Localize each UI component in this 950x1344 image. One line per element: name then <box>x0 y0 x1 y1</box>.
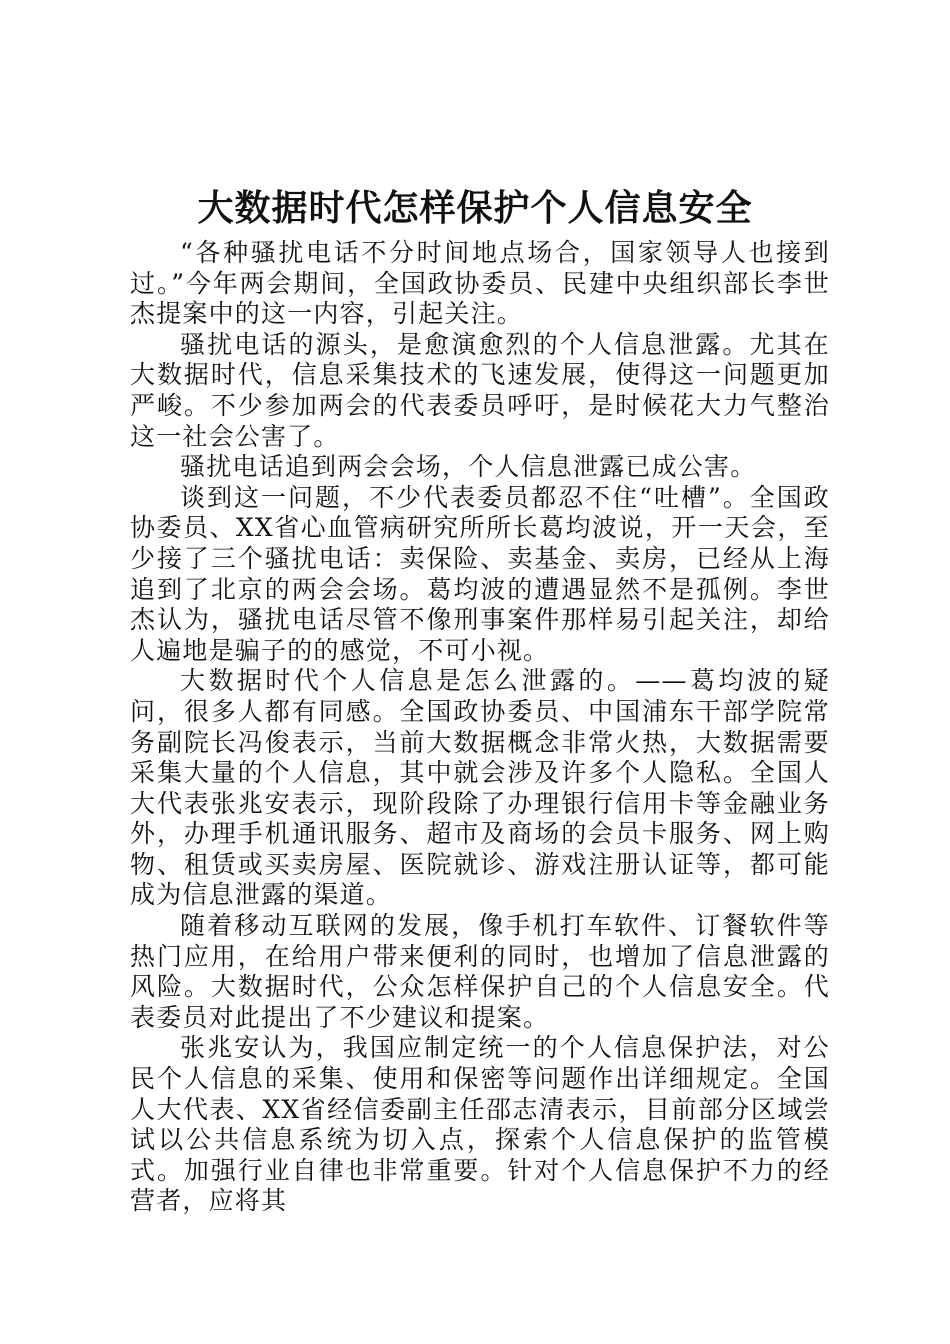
paragraph: 骚扰电话追到两会会场，个人信息泄露已成公害。 <box>180 452 757 482</box>
paragraph: 骚扰电话的源头，是愈演愈烈的个人信息泄露。尤其在大数据时代，信息采集技术的飞速发展，使得这一问题更加严峻。不少参加两会的代表委员呼吁，是时候花大力气整治这一社会公害了。 <box>130 329 830 451</box>
paragraph: “各种骚扰电话不分时间地点场合，国家领导人也接到过。”今年两会期间，全国政协委员、民建中央组织部长李世杰提案中的这一内容，引起关注。 <box>130 238 830 329</box>
paragraph: 张兆安认为，我国应制定统一的个人信息保护法，对公民个人信息的采集、使用和保密等问题作出详细规定。全国人大代表、XX省经信委副主任邵志清表示，目前部分区域尝试以公共信息系统为切入点，探索个人信息保护的监管模式。加强行业自律也非常重要。针对个人信息保护不力的经营者，应将其 <box>130 1033 830 1216</box>
paragraph: 谈到这一问题，不少代表委员都忍不住“吐槽”。全国政协委员、XX省心血管病研究所所长葛均波说，开一天会，至少接了三个骚扰电话：卖保险、卖基金、卖房，已经从上海追到了北京的两会会场。葛均波的遭遇显然不是孤例。李世杰认为，骚扰电话尽管不像刑事案件那样易引起关注，却给人遍地是骗子的的感觉，不可小视。 <box>130 482 830 665</box>
document-title: 大数据时代怎样保护个人信息安全 <box>197 187 753 229</box>
paragraph: 随着移动互联网的发展，像手机打车软件、订餐软件等热门应用，在给用户带来便利的同时，也增加了信息泄露的风险。大数据时代，公众怎样保护自己的个人信息安全。代表委员对此提出了不少建议和提案。 <box>130 911 830 1032</box>
paragraph: 大数据时代个人信息是怎么泄露的。——葛均波的疑问，很多人都有同感。全国政协委员、中国浦东干部学院常务副院长冯俊表示，当前大数据概念非常火热，大数据需要采集大量的个人信息，其中就会涉及许多个人隐私。全国人大代表张兆安表示，现阶段除了办理银行信用卡等金融业务外，办理手机通讯服务、超市及商场的会员卡服务、网上购物、租赁或买卖房屋、医院就诊、游戏注册认证等，都可能成为信息泄露的渠道。 <box>130 666 830 910</box>
document-body <box>130 238 830 1217</box>
